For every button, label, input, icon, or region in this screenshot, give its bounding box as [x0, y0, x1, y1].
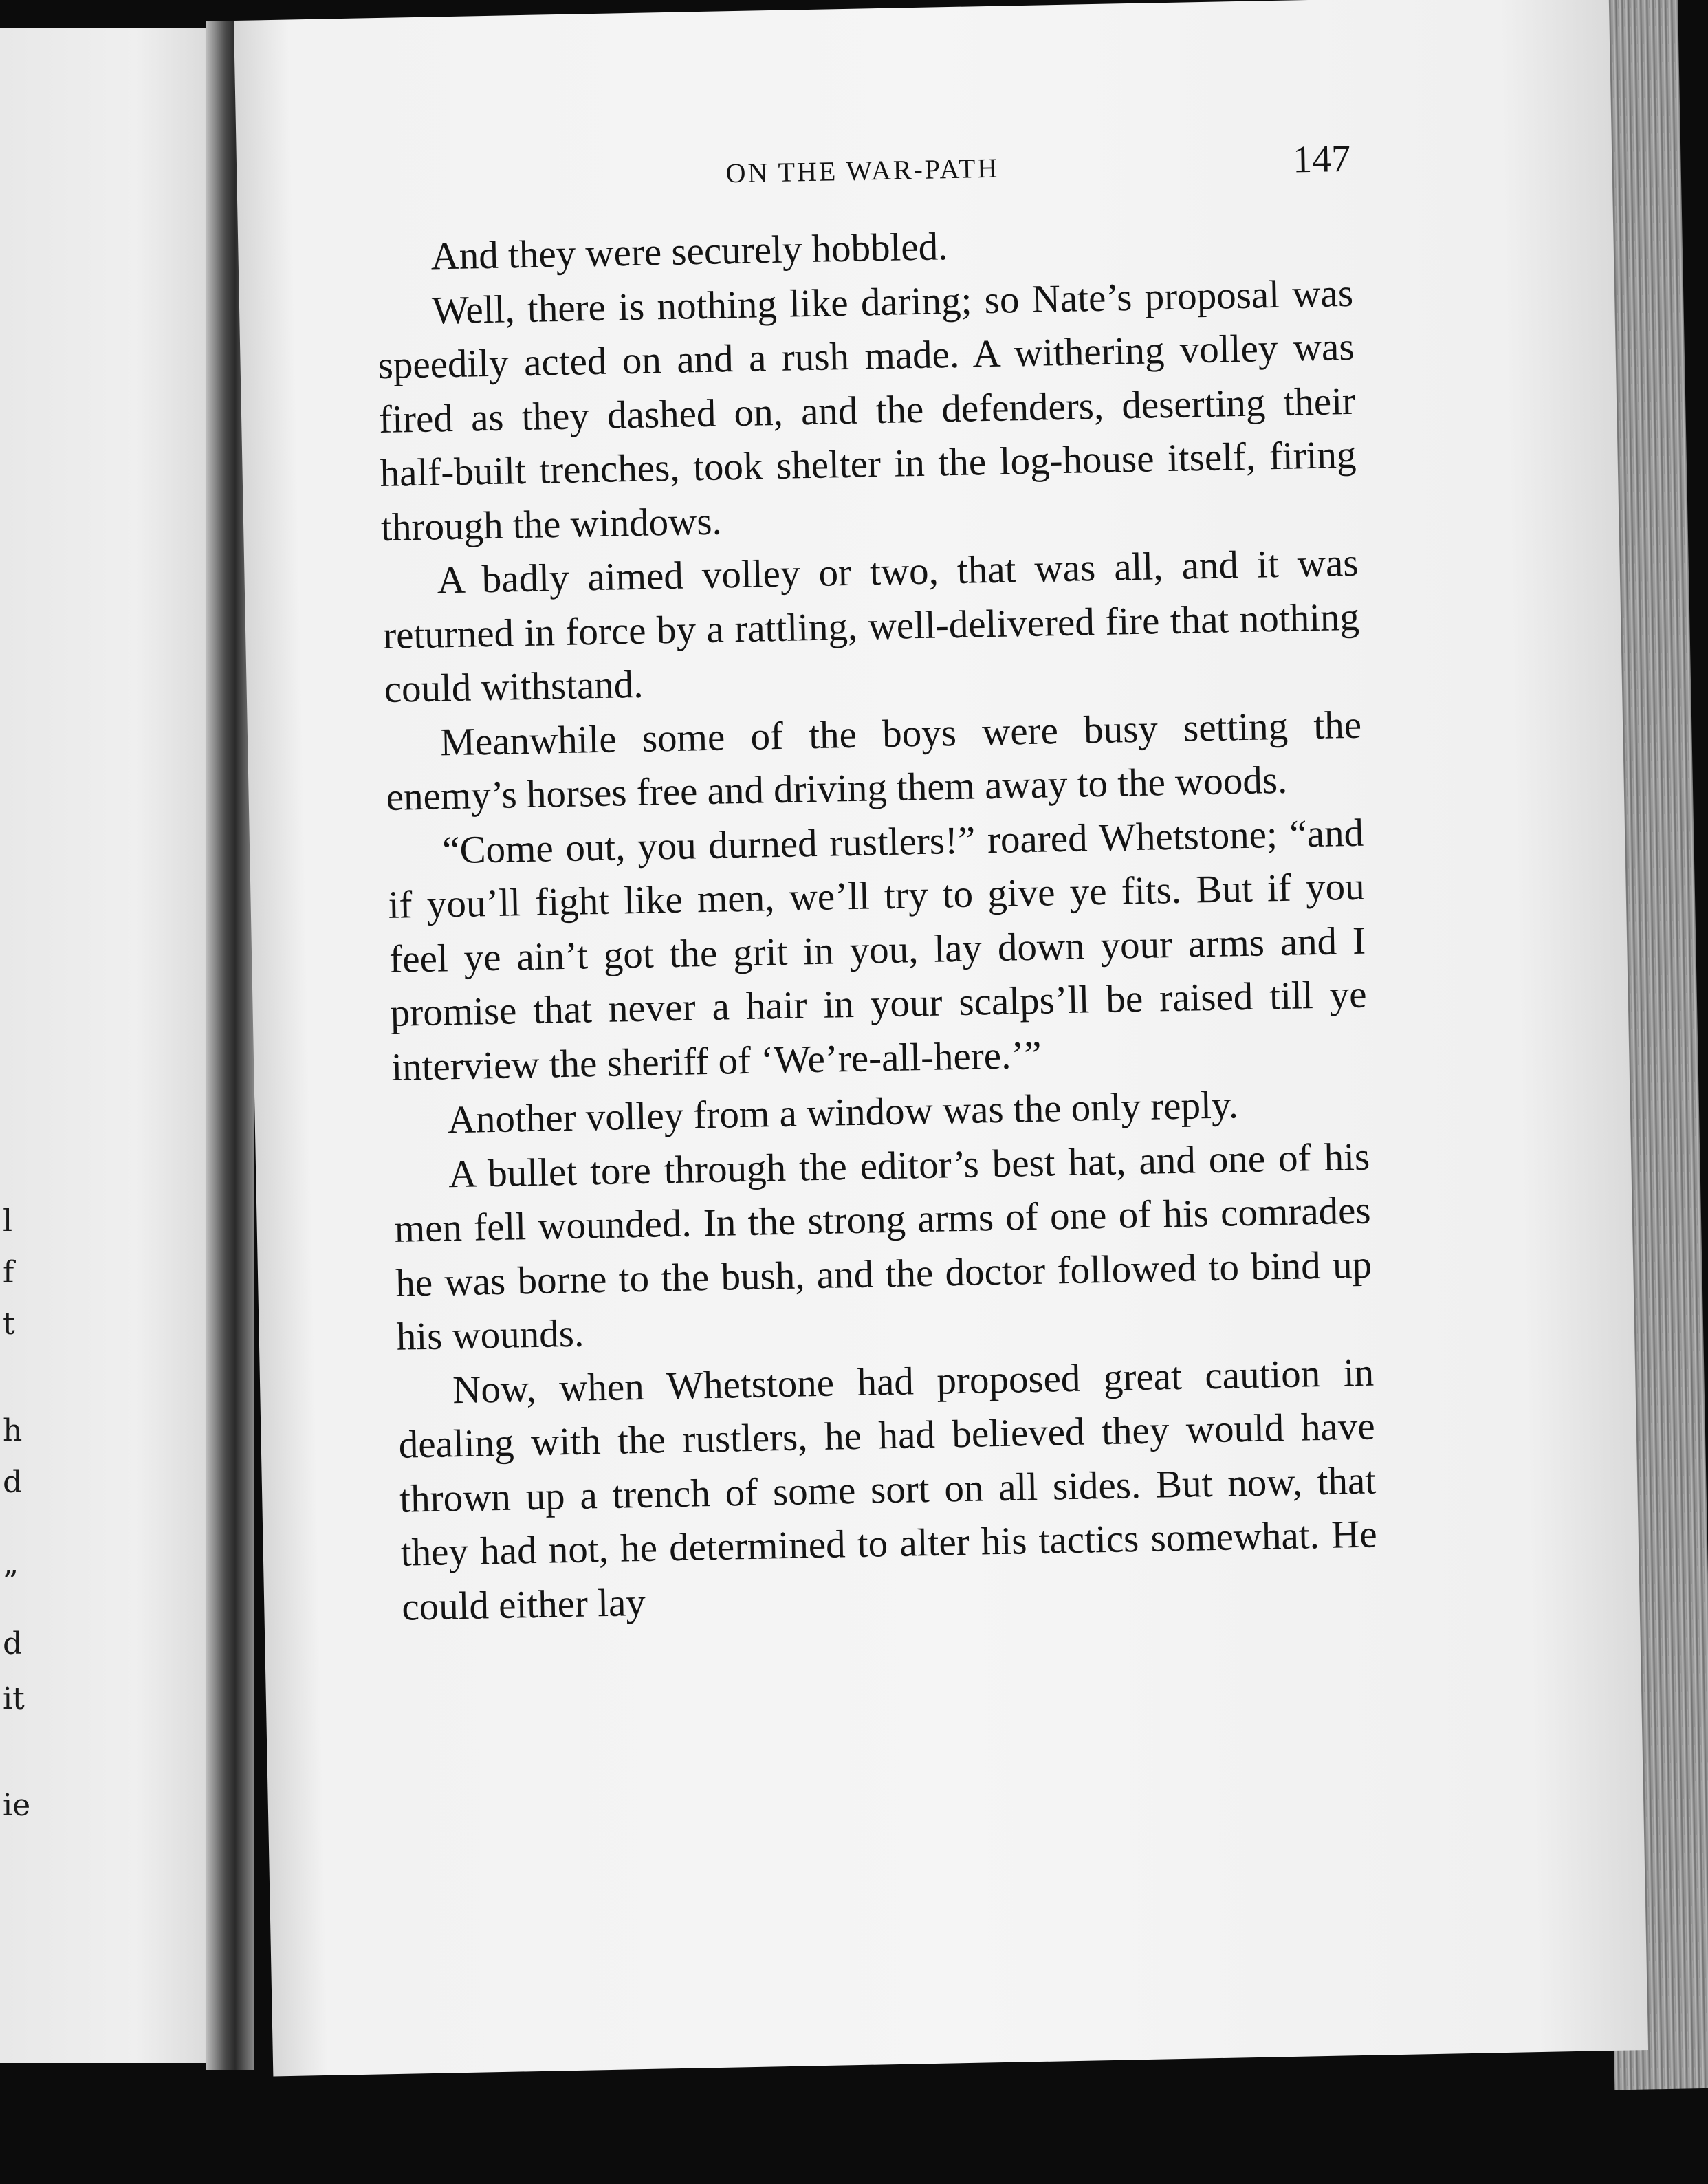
margin-fragment: it — [3, 1681, 25, 1716]
paragraph: A bullet tore through the editor’s best hat, and one of his men fell wounded. In the strong arms of one of his comrades he was borne to the bush, and the doctor followed to bind up his wounds. — [394, 1135, 1372, 1359]
paragraph: “Come out, you durned rustlers!” roared Whetstone; “and if you’ll fight like men, we’ll try to give ye fits. But if you feel ye ain’t got the grit in you, lay down your arms and I promise that never a hair in your scalps’ll be raised till ye interview the sheriff of ‘We’re-all-here.’” — [388, 811, 1368, 1089]
paragraph: Now, when Whetstone had proposed great caution in dealing with the rustlers, he had believed they would have thrown up a trench of some sort on all sides. But now, that they had not, he determined to alter his tactics somewhat. He could either lay — [398, 1351, 1378, 1629]
margin-fragment: t — [3, 1307, 15, 1342]
paragraph: And they were securely hobbled. — [430, 225, 948, 279]
margin-fragment: ” — [3, 1564, 19, 1599]
margin-fragment: f — [3, 1255, 14, 1290]
margin-fragment: d — [3, 1465, 23, 1500]
right-page — [234, 0, 1648, 2076]
paragraph: Well, there is nothing like daring; so Nate’s proposal was speedily acted on and a rush made. A withering volley was fired as they dashed on, and the defenders, deserting their half-built trenches, took shelter in the log-house itself, firing through the windows. — [377, 271, 1357, 549]
left-page-margin-text — [0, 28, 41, 2063]
margin-fragment: d — [3, 1626, 23, 1661]
paragraph: Another volley from a window was the only reply. — [447, 1083, 1239, 1142]
paragraph: A badly aimed volley or two, that was all, and it was returned in force by a rattling, well-delivered fire that nothing could withstand. — [382, 540, 1360, 711]
margin-fragment: h — [3, 1413, 23, 1448]
running-head-title: ON THE WAR-PATH — [725, 152, 1000, 189]
page-text-block — [374, 137, 1379, 1635]
paragraph: Meanwhile some of the boys were busy setting the enemy’s horses free and driving them away to the woods. — [386, 703, 1362, 819]
margin-fragment: ie — [3, 1788, 31, 1823]
left-facing-page — [0, 28, 227, 2063]
margin-fragment: l — [3, 1203, 13, 1238]
page-number: 147 — [1292, 137, 1351, 182]
